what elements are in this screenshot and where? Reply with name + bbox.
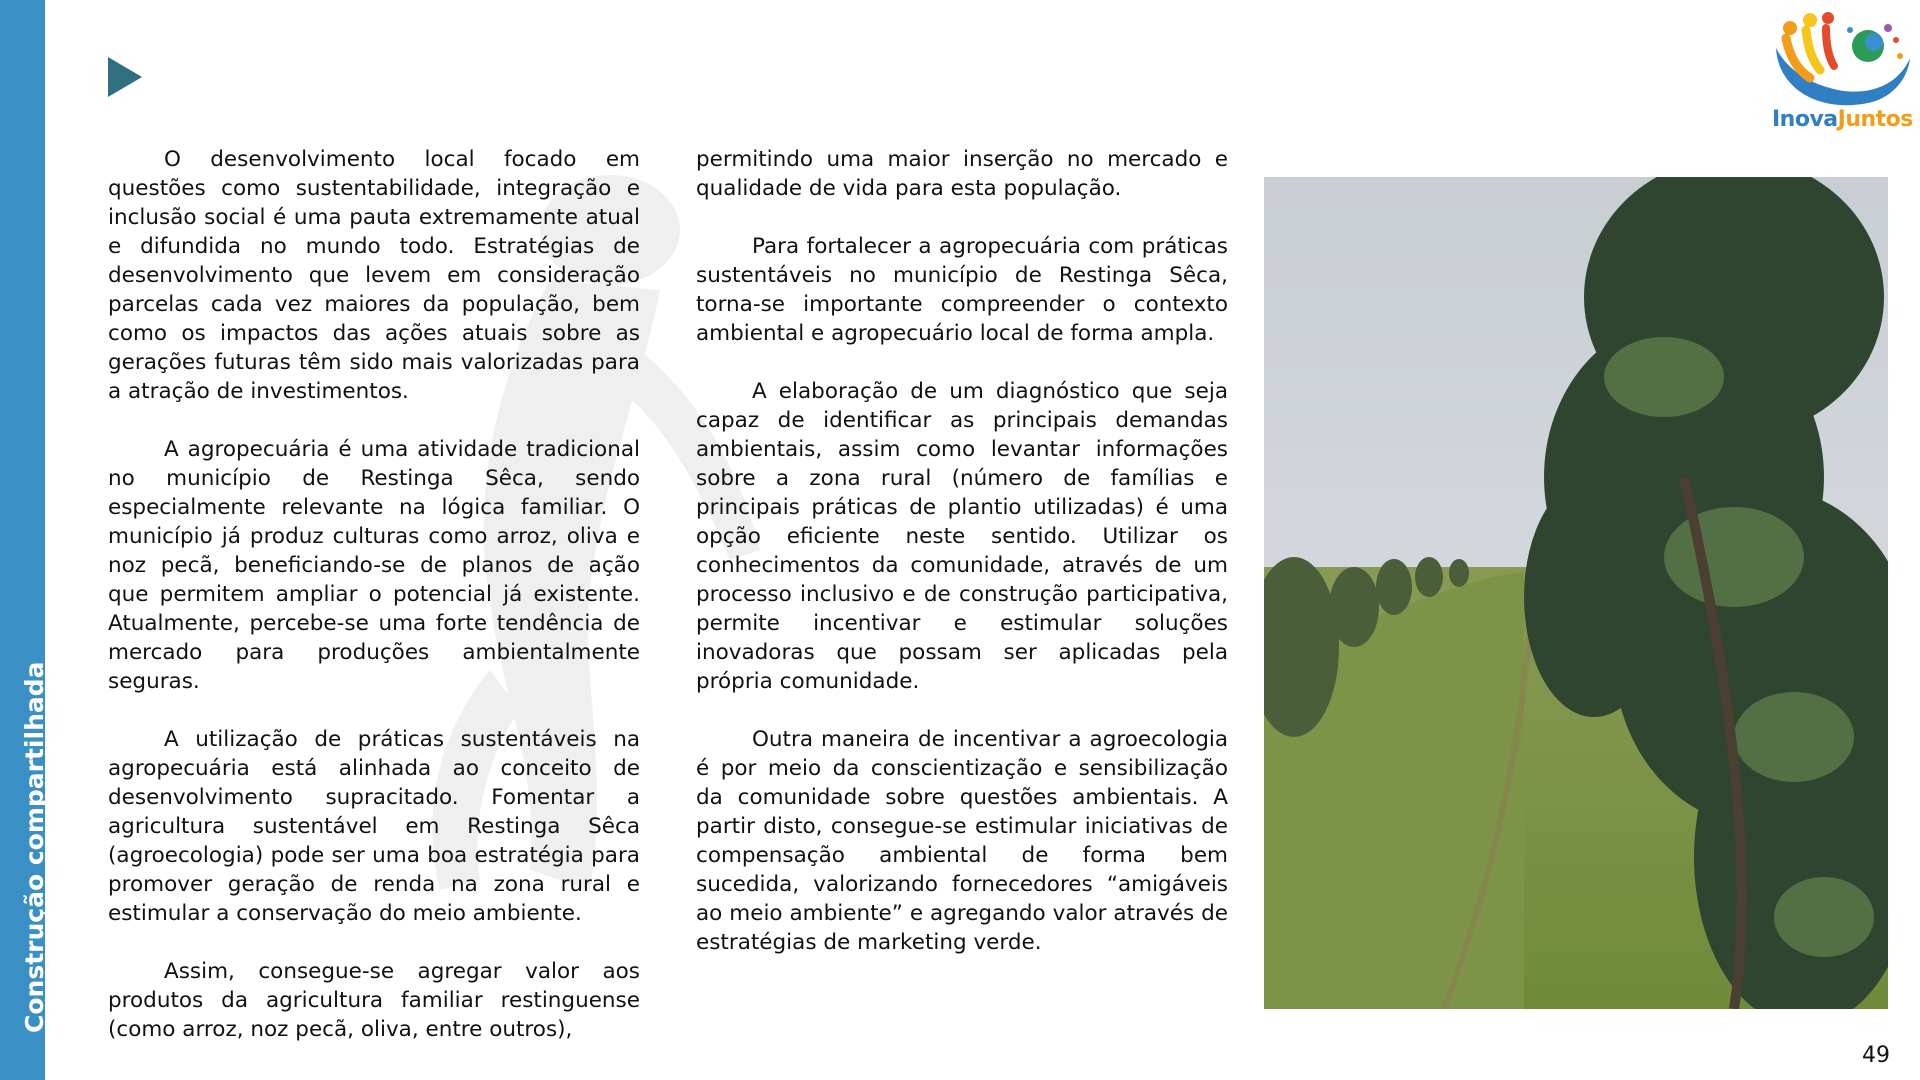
sidebar-band	[0, 0, 49, 1080]
page-number: 49	[1862, 1043, 1890, 1068]
play-triangle-icon	[108, 57, 142, 97]
section-title: Construção compartilhada	[20, 661, 49, 1033]
paragraph: Assim, consegue-se agregar valor aos produtos da agricultura familiar restinguense (como arroz, noz pecã, oliva, entre outros),	[108, 959, 640, 1042]
brand-name-part1: Inova	[1772, 107, 1838, 132]
brand-name-part2: Juntos	[1837, 107, 1913, 132]
paragraph: A elaboração de um diagnóstico que seja capaz de identificar as principais demandas ambientais, assim como levantar informações sobre a zona rural (número de famílias e principais práticas de plantio utilizadas) é uma opção eficiente neste sentido. Utilizar os conhecimentos da comunidade, através de um processo inclusivo e de construção participativa, permite incentivar e estimular soluções inovadoras que possam ser aplicadas pela própria comunidade.	[696, 379, 1228, 694]
paragraph: O desenvolvimento local focado em questões como sustentabilidade, integração e inclusão social é uma pauta extremamente atual e difundida no mundo todo. Estratégias de desenvolvimento que levem em consideração parcelas cada vez maiores da população, bem como os impactos das ações atuais sobre as gerações futuras têm sido mais valorizadas para a atração de investimentos.	[108, 147, 640, 404]
paragraph: A utilização de práticas sustentáveis na agropecuária está alinhada ao conceito de desenvolvimento supracitado. Fomentar a agricultura sustentável em Restinga Sêca (agroecologia) pode ser uma boa estratégia para promover geração de renda na zona rural e estimular a conservação do meio ambiente.	[108, 727, 640, 926]
text-column-left	[108, 145, 640, 1073]
text-column-right	[696, 145, 1228, 986]
paragraph: Outra maneira de incentivar a agroecologia é por meio da conscientização e sensibilização da comunidade sobre questões ambientais. A partir disto, consegue-se estimular iniciativas de compensação ambiental de forma bem sucedida, valorizando fornecedores “amigáveis ao meio ambiente” e agregando valor através de estratégias de marketing verde.	[696, 727, 1228, 955]
paragraph: A agropecuária é uma atividade tradicional no município de Restinga Sêca, sendo especialmente relevante na lógica familiar. O município já produz culturas como arroz, oliva e noz pecã, beneficiando-se de planos de ação que permitem ampliar o potencial já existente. Atualmente, percebe-se uma forte tendência de mercado para produções ambientalmente seguras.	[108, 437, 640, 694]
brand-wordmark	[1772, 107, 1913, 132]
paragraph-continuation: permitindo uma maior inserção no mercado e qualidade de vida para esta população.	[696, 147, 1228, 201]
olive-grove-photo	[1264, 177, 1888, 1009]
paragraph: Para fortalecer a agropecuária com práticas sustentáveis no município de Restinga Sêca, torna-se importante compreender o contexto ambiental e agropecuário local de forma ampla.	[696, 234, 1228, 346]
